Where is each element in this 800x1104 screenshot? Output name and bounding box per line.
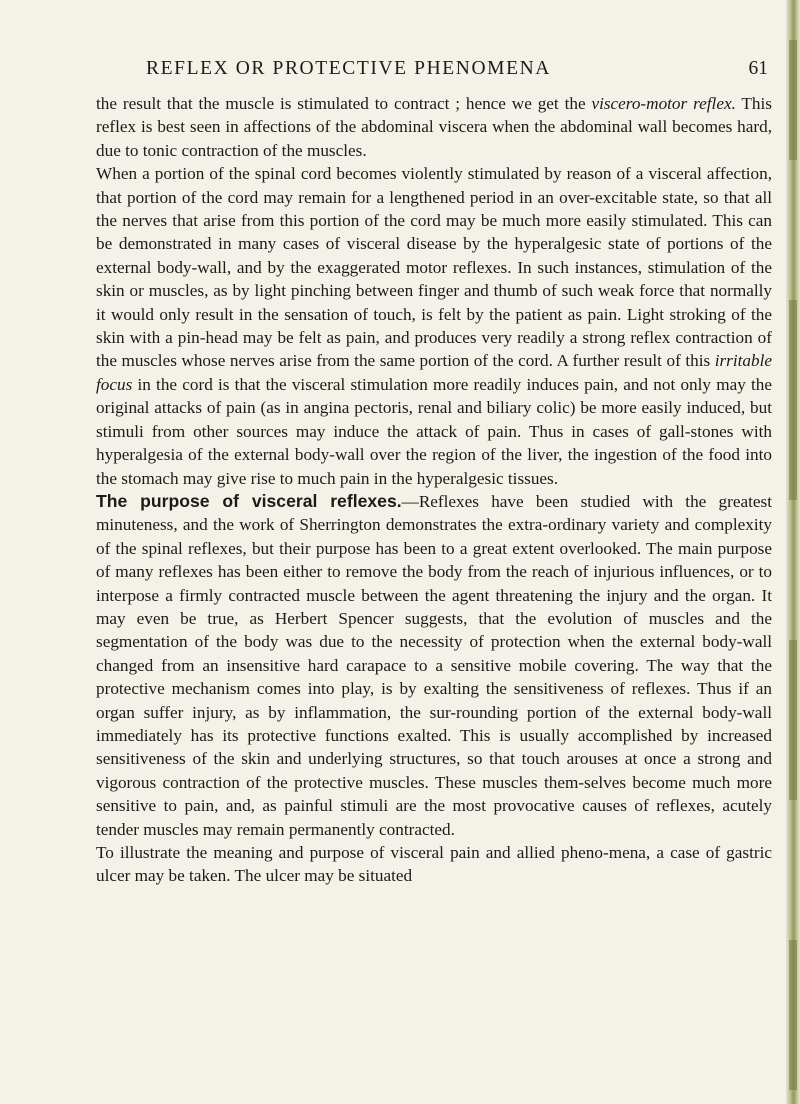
- paragraph-4-text: To illustrate the meaning and purpose of visceral pain and allied pheno-mena, a case of gastric ulcer may be taken. The ulcer may be situated: [96, 843, 772, 886]
- paragraph-4: [96, 841, 772, 888]
- edge-shade: [789, 40, 797, 160]
- paragraph-2-text-b: in the cord is that the visceral stimulation more readily induces pain, and not only may the original attacks of pain (as in angina pectoris, renal and biliary colic) be more easily induced, but stimuli from other sources may induce the attack of pain. Thus in cases of gall-stones with hyperalgesia of the external body-wall over the region of the liver, the ingestion of the food into the stomach may give rise to much pain in the hyperalgesic tissues.: [96, 374, 772, 488]
- edge-shade: [789, 300, 797, 500]
- paragraph-2-italic-term: irritable focus: [96, 351, 772, 394]
- section-heading: The purpose of visceral reflexes.: [96, 490, 402, 511]
- paragraph-1-italic-term: viscero-motor reflex.: [591, 94, 736, 113]
- edge-shade: [789, 940, 797, 1090]
- paragraph-3-text: —Reflexes have been studied with the greatest minuteness, and the work of Sherrington demonstrates the extra-ordinary variety and complexity of the spinal reflexes, but their purpose has been to a great extent overlooked. The main purpose of many reflexes has been either to remove the body from the reach of injurious influences, or to interpose a firmly contracted muscle between the agent threatening the injury and the organ. It may even be true, as Herbert Spencer suggests, that the evolution of muscles and the segmentation of the body was due to the necessity of protection when the external body-wall changed from an insensitive hard carapace to a sensitive mobile covering. The way that the protective mechanism comes into play, is by exalting the sensitiveness of reflexes. Thus if an organ suffer injury, as by inflammation, the sur-rounding portion of the external body-wall immediately has its protective functions exalted. This is usually accomplished by increased sensitiveness of the skin and underlying structures, so that touch arouses at once a strong and vigorous contraction of the protective muscles. These muscles them-selves become much more sensitive to pain, and, as painful stimuli are the most provocative causes of reflexes, acutely tender muscles may remain permanently contracted.: [96, 491, 772, 839]
- page-header: [96, 58, 786, 88]
- body-text: [96, 92, 772, 888]
- paragraph-2: [96, 162, 772, 490]
- paragraph-1-text-a: the result that the muscle is stimulated to contract ; hence we get the: [96, 94, 592, 113]
- paragraph-3: [96, 490, 772, 841]
- running-head: REFLEX OR PROTECTIVE PHENOMENA: [146, 58, 551, 79]
- paragraph-1-text-b: This reflex is best seen in affections of the abdominal viscera when the abdominal wall becomes hard, due to tonic contraction of the muscles.: [96, 94, 772, 160]
- paragraph-1: [96, 92, 772, 162]
- page-edge-strip: [786, 0, 800, 1104]
- page-number: 61: [748, 58, 768, 79]
- edge-shade: [789, 640, 797, 800]
- paragraph-2-text-a: When a portion of the spinal cord becomes violently stimulated by reason of a visceral affection, that portion of the cord may remain for a lengthened period in an over-excitable state, so that all the nerves that arise from this portion of the cord may be much more easily stimulated. This can be demonstrated in many cases of visceral disease by the hyperalgesic state of portions of the external body-wall, and by the exaggerated motor reflexes. In such instances, stimulation of the skin or muscles, as by light pinching between finger and thumb of such weak force that normally it would only result in the sensation of touch, is felt by the patient as pain. Light stroking of the skin with a pin-head may be felt as pain, and produces very readily a strong reflex contraction of the muscles whose nerves arise from the same portion of the cord. A further result of this: [96, 164, 772, 371]
